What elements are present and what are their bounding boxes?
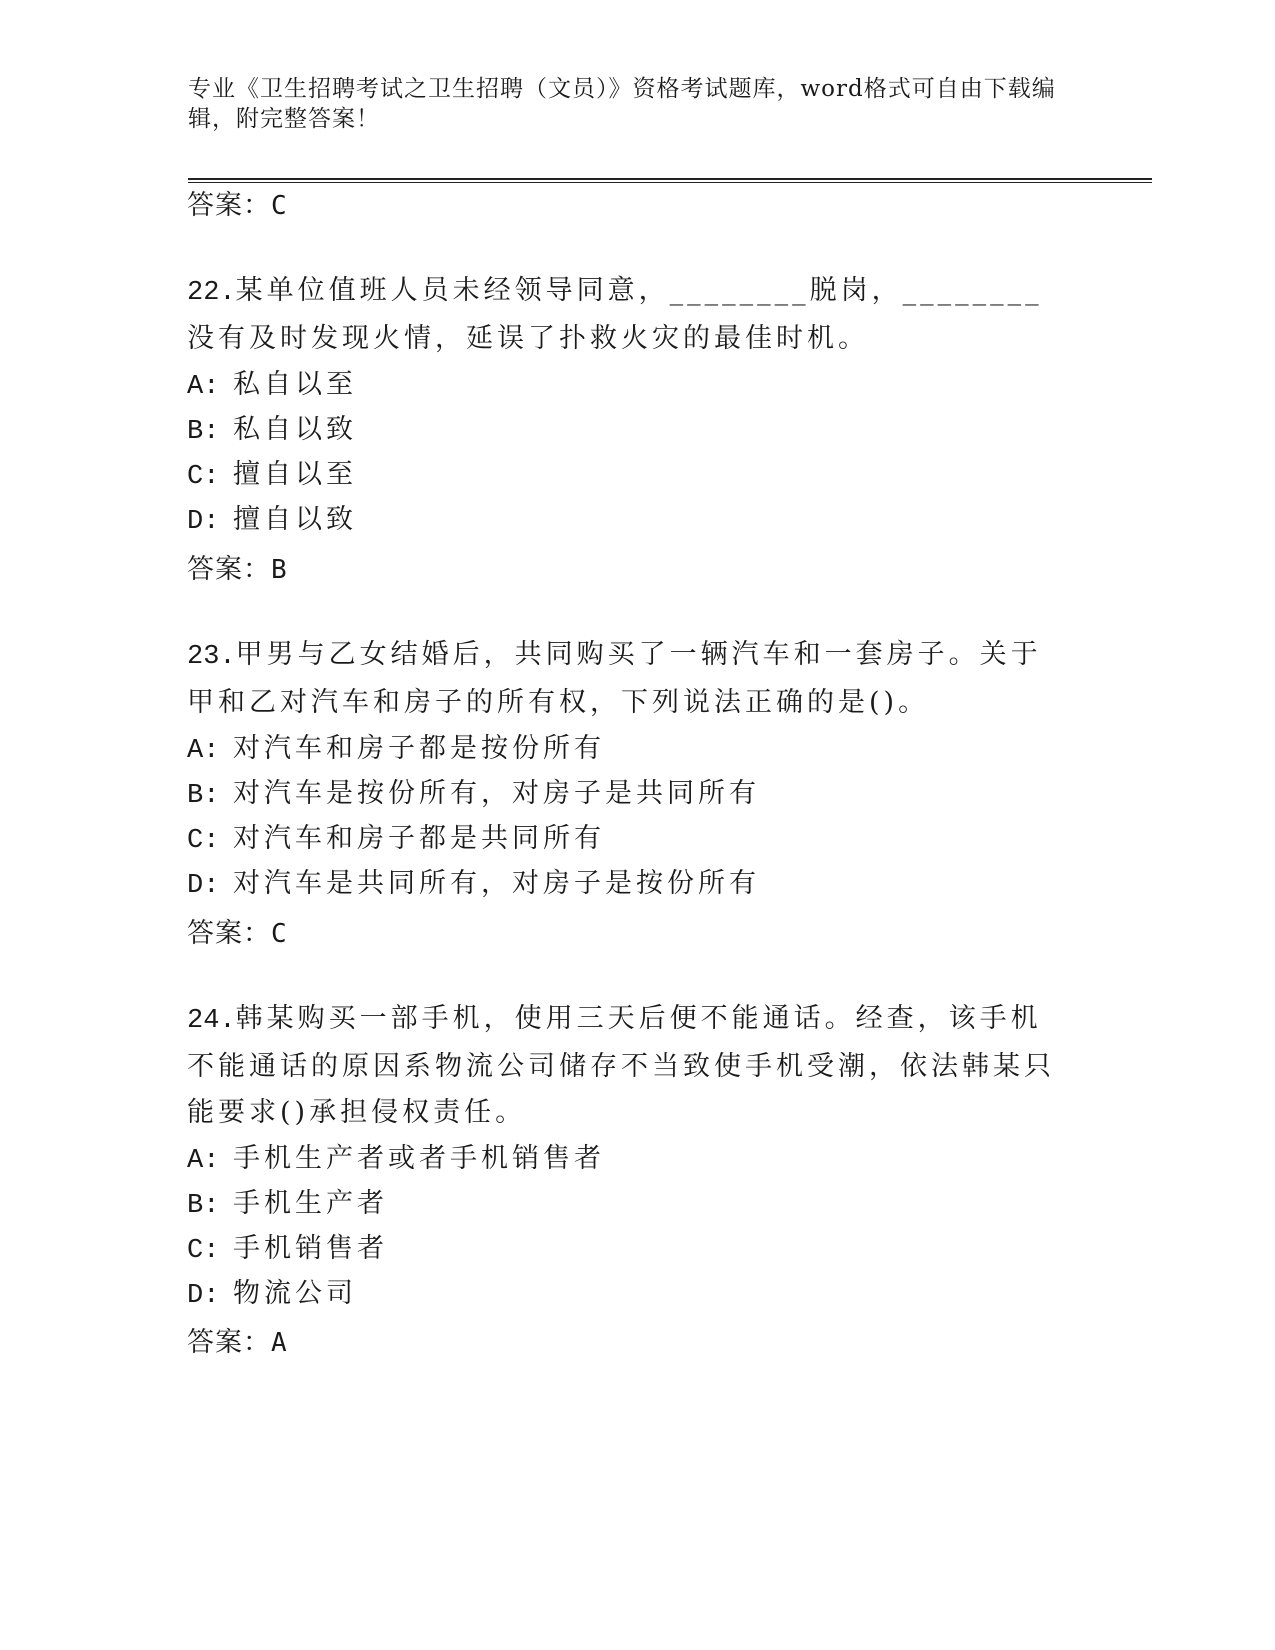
- answer-line: [187, 188, 288, 224]
- option-c: [187, 816, 1072, 861]
- document-header: [188, 74, 1068, 134]
- answer-value: B: [271, 555, 288, 585]
- option-key: C:: [187, 462, 220, 492]
- option-text: 手机销售者: [233, 1233, 388, 1264]
- answer-label: 答案：: [187, 190, 271, 221]
- question-text: 韩某购买一部手机，使用三天后便不能通话。经查，该手机不能通话的原因系物流公司储存不当致使手机受潮，依法韩某只能要求()承担侵权责任。: [187, 1003, 1055, 1128]
- option-d: [187, 1271, 1072, 1316]
- question-24: [187, 996, 1072, 1316]
- option-key: B:: [187, 781, 220, 811]
- answer-value: A: [271, 1328, 288, 1358]
- header-text: 专业《卫生招聘考试之卫生招聘（文员）》资格考试题库，word格式可自由下载编辑，附完整答案！: [188, 76, 1056, 132]
- option-c: [187, 1226, 1072, 1271]
- option-text: 私自以致: [233, 414, 357, 445]
- option-key: D:: [187, 507, 220, 537]
- option-b: [187, 407, 1072, 452]
- question-text: 甲男与乙女结婚后，共同购买了一辆汽车和一套房子。关于甲和乙对汽车和房子的所有权，下列说法正确的是()。: [187, 639, 1042, 718]
- option-a: [187, 362, 1072, 407]
- answer-label: 答案：: [187, 554, 271, 585]
- option-text: 擅自以致: [233, 504, 357, 535]
- question-23: [187, 632, 1072, 906]
- question-stem: [187, 632, 1072, 726]
- question-text: 某单位值班人员未经领导同意，________脱岗，________没有及时发现火情，延误了扑救火灾的最佳时机。: [187, 275, 1043, 354]
- question-number: 24.: [187, 1006, 236, 1036]
- header-divider: [188, 178, 1152, 183]
- option-text: 对汽车和房子都是按份所有: [233, 733, 605, 764]
- option-key: D:: [187, 1281, 220, 1311]
- option-key: C:: [187, 1236, 220, 1266]
- answer-line: [187, 916, 288, 952]
- answer-line: [187, 1325, 288, 1361]
- question-stem: [187, 996, 1072, 1136]
- option-text: 对汽车是按份所有，对房子是共同所有: [233, 778, 760, 809]
- answer-value: C: [271, 191, 288, 221]
- answer-label: 答案：: [187, 918, 271, 949]
- option-text: 对汽车和房子都是共同所有: [233, 823, 605, 854]
- option-key: B:: [187, 1191, 220, 1221]
- question-number: 23.: [187, 642, 236, 672]
- option-text: 对汽车是共同所有，对房子是按份所有: [233, 868, 760, 899]
- option-key: A:: [187, 1146, 220, 1176]
- question-number: 22.: [187, 278, 236, 308]
- question-stem: [187, 268, 1072, 362]
- option-text: 手机生产者: [233, 1188, 388, 1219]
- option-text: 擅自以至: [233, 459, 357, 490]
- answer-value: C: [271, 919, 288, 949]
- option-key: D:: [187, 871, 220, 901]
- option-text: 物流公司: [233, 1278, 357, 1309]
- option-key: C:: [187, 826, 220, 856]
- answer-line: [187, 552, 288, 588]
- option-a: [187, 726, 1072, 771]
- option-c: [187, 452, 1072, 497]
- option-b: [187, 1181, 1072, 1226]
- option-text: 私自以至: [233, 369, 357, 400]
- option-text: 手机生产者或者手机销售者: [233, 1143, 605, 1174]
- question-22: [187, 268, 1072, 542]
- option-b: [187, 771, 1072, 816]
- option-key: A:: [187, 736, 220, 766]
- option-a: [187, 1136, 1072, 1181]
- option-key: B:: [187, 417, 220, 447]
- option-key: A:: [187, 372, 220, 402]
- option-d: [187, 861, 1072, 906]
- option-d: [187, 497, 1072, 542]
- answer-label: 答案：: [187, 1327, 271, 1358]
